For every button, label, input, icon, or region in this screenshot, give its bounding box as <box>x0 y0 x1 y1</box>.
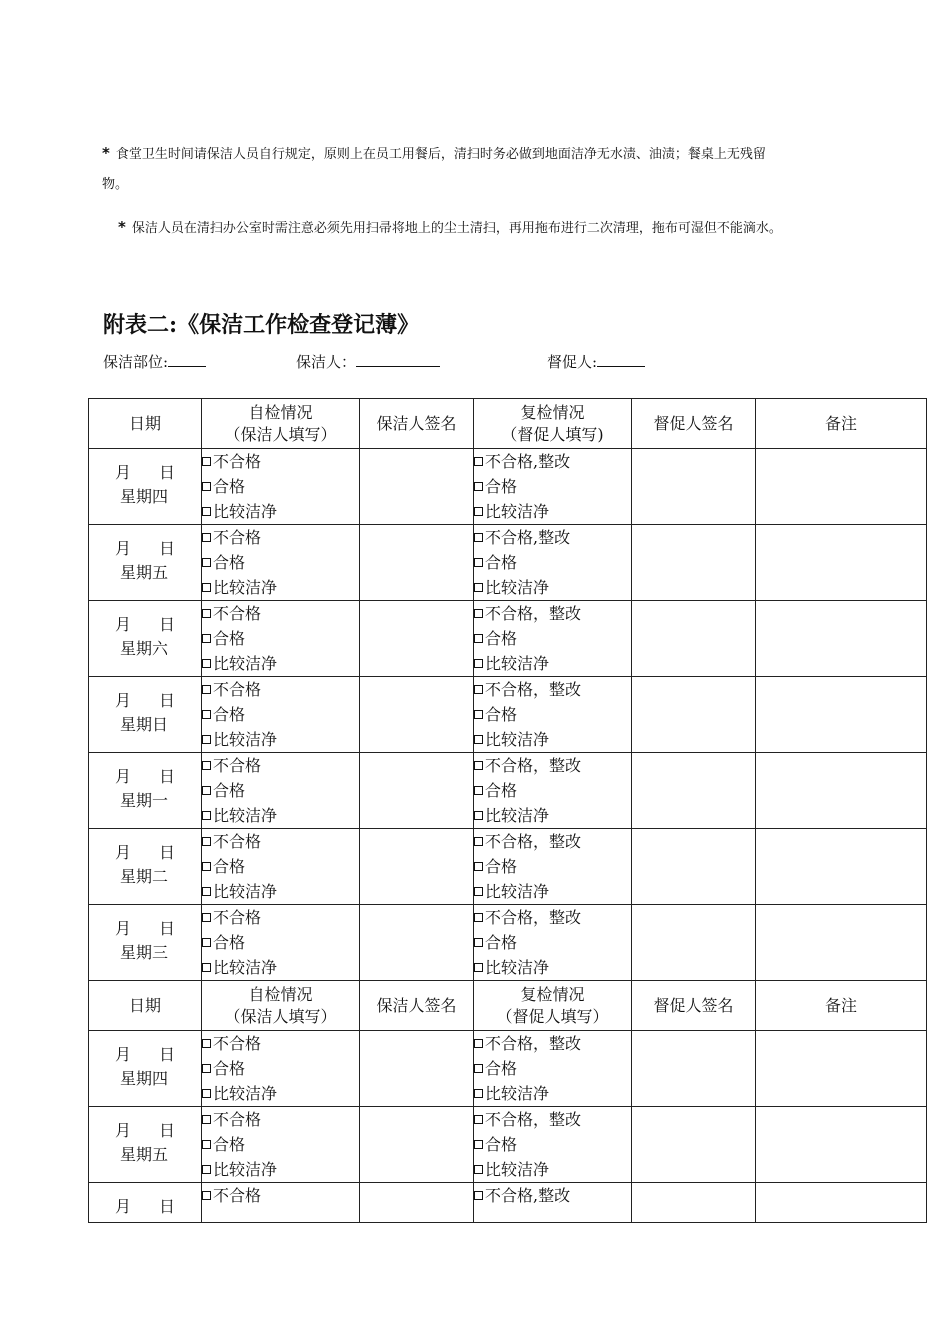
checkbox-icon[interactable] <box>474 761 483 770</box>
option-fail-rectify[interactable]: 不合格，整改 <box>474 829 631 854</box>
option-fail[interactable]: 不合格 <box>202 1183 359 1208</box>
option-clean[interactable]: 比较洁净 <box>474 499 631 524</box>
option-clean[interactable]: 比较洁净 <box>474 955 631 980</box>
table-row <box>89 1031 927 1107</box>
cleaner-sign-cell[interactable] <box>360 905 474 981</box>
note-office <box>118 212 878 244</box>
option-fail[interactable]: 不合格 <box>202 1107 359 1132</box>
checkbox-icon[interactable] <box>202 685 211 694</box>
recheck-cell <box>474 1107 632 1183</box>
checkbox-icon[interactable] <box>202 507 211 516</box>
checkbox-icon[interactable] <box>474 1165 483 1174</box>
checkbox-icon[interactable] <box>202 938 211 947</box>
weekday: 星期四 <box>120 487 169 506</box>
checkbox-icon[interactable] <box>474 609 483 618</box>
page-title: 附表二:《保洁工作检查登记薄》 <box>103 312 420 338</box>
checkbox-icon[interactable] <box>474 482 483 491</box>
option-fail-rectify[interactable]: 不合格，整改 <box>474 905 631 930</box>
date-cell: 月 日 星期一 <box>89 753 202 829</box>
option-pass[interactable]: 合格 <box>474 702 631 727</box>
header-date: 日期 <box>89 399 202 449</box>
self-check-cell <box>202 753 360 829</box>
supervisor-sign-cell[interactable] <box>632 1031 756 1107</box>
date-cell: 月 日 星期四 <box>89 1031 202 1107</box>
remarks-cell[interactable] <box>756 449 927 525</box>
checkbox-icon[interactable] <box>202 634 211 643</box>
note-text: 保洁人员在清扫办公室时需注意必须先用扫帚将地上的尘土清扫，再用拖布进行二次清理，拖布可湿但不能滴水。 <box>131 221 782 236</box>
option-fail-rectify[interactable]: 不合格，整改 <box>474 677 631 702</box>
supervisor-sign-cell[interactable] <box>632 1107 756 1183</box>
checkbox-icon[interactable] <box>474 811 483 820</box>
cleaner-sign-cell[interactable] <box>360 1183 474 1223</box>
cleaner-sign-cell[interactable] <box>360 601 474 677</box>
cleaner-sign-cell[interactable] <box>360 1107 474 1183</box>
supervisor-field <box>547 350 645 372</box>
option-pass[interactable]: 合格 <box>202 778 359 803</box>
self-check-cell <box>202 525 360 601</box>
note-cafeteria <box>102 138 862 200</box>
option-clean[interactable]: 比较洁净 <box>202 651 359 676</box>
table-row <box>89 905 927 981</box>
checkbox-icon[interactable] <box>474 786 483 795</box>
option-clean[interactable]: 比较洁净 <box>474 1157 631 1182</box>
checkbox-icon[interactable] <box>474 735 483 744</box>
option-fail[interactable]: 不合格 <box>202 1031 359 1056</box>
checkbox-icon[interactable] <box>474 457 483 466</box>
checkbox-icon[interactable] <box>202 1140 211 1149</box>
recheck-cell <box>474 601 632 677</box>
recheck-cell <box>474 677 632 753</box>
option-fail[interactable]: 不合格 <box>202 829 359 854</box>
remarks-cell[interactable] <box>756 525 927 601</box>
checkbox-icon[interactable] <box>202 533 211 542</box>
dept-input-line[interactable] <box>168 350 206 367</box>
supervisor-sign-cell[interactable] <box>632 753 756 829</box>
remarks-cell[interactable] <box>756 601 927 677</box>
checkbox-icon[interactable] <box>202 659 211 668</box>
option-clean[interactable]: 比较洁净 <box>474 803 631 828</box>
asterisk-icon: * <box>118 218 126 236</box>
checkbox-icon[interactable] <box>474 710 483 719</box>
checkbox-icon[interactable] <box>474 507 483 516</box>
header-recheck: 复检情况 （督促人填写） <box>474 981 632 1031</box>
supervisor-sign-cell[interactable] <box>632 905 756 981</box>
remarks-cell[interactable] <box>756 1031 927 1107</box>
self-check-cell <box>202 601 360 677</box>
table-row <box>89 449 927 525</box>
remarks-cell[interactable] <box>756 753 927 829</box>
table-header-row <box>89 981 927 1031</box>
date-cell: 月 日 星期六 <box>89 601 202 677</box>
cleaner-sign-cell[interactable] <box>360 449 474 525</box>
table-header-row <box>89 399 927 449</box>
option-clean[interactable]: 比较洁净 <box>202 1081 359 1106</box>
checkbox-icon[interactable] <box>202 862 211 871</box>
checkbox-icon[interactable] <box>202 837 211 846</box>
option-fail-rectify[interactable]: 不合格,整改 <box>474 1183 631 1208</box>
self-check-cell <box>202 449 360 525</box>
asterisk-icon: * <box>102 144 110 162</box>
option-pass[interactable]: 合格 <box>202 474 359 499</box>
checkbox-icon[interactable] <box>474 558 483 567</box>
weekday: 星期二 <box>120 867 169 886</box>
option-clean[interactable]: 比较洁净 <box>474 1081 631 1106</box>
checkbox-icon[interactable] <box>474 659 483 668</box>
checkbox-icon[interactable] <box>474 634 483 643</box>
table-row <box>89 753 927 829</box>
cleaner-sign-cell[interactable] <box>360 677 474 753</box>
checkbox-icon[interactable] <box>202 887 211 896</box>
supervisor-sign-cell[interactable] <box>632 525 756 601</box>
remarks-cell[interactable] <box>756 1183 927 1223</box>
option-pass[interactable]: 合格 <box>474 778 631 803</box>
option-clean[interactable]: 比较洁净 <box>474 575 631 600</box>
header-recheck: 复检情况 （督促人填写) <box>474 399 632 449</box>
checkbox-icon[interactable] <box>474 1064 483 1073</box>
option-pass[interactable]: 合格 <box>202 626 359 651</box>
note-text: 食堂卫生时间请保洁人员自行规定，原则上在员工用餐后，清扫时务必做到地面洁净无水渍、油渍；餐桌上无残留 <box>115 147 766 162</box>
option-pass[interactable]: 合格 <box>202 854 359 879</box>
checkbox-icon[interactable] <box>474 837 483 846</box>
option-fail[interactable]: 不合格 <box>202 525 359 550</box>
dept-field <box>103 350 206 372</box>
supervisor-sign-cell[interactable] <box>632 677 756 753</box>
checkbox-icon[interactable] <box>202 786 211 795</box>
weekday: 星期六 <box>120 639 169 658</box>
dept-label: 保洁部位: <box>103 353 169 371</box>
checkbox-icon[interactable] <box>202 761 211 770</box>
header-cleaner-sign: 保洁人签名 <box>360 399 474 449</box>
checkbox-icon[interactable] <box>474 1039 483 1048</box>
option-fail[interactable]: 不合格 <box>202 753 359 778</box>
cleaner-sign-cell[interactable] <box>360 1031 474 1107</box>
option-clean[interactable]: 比较洁净 <box>202 879 359 904</box>
cleaner-sign-cell[interactable] <box>360 829 474 905</box>
option-fail-rectify[interactable]: 不合格,整改 <box>474 449 631 474</box>
supervisor-sign-cell[interactable] <box>632 601 756 677</box>
option-pass[interactable]: 合格 <box>474 1056 631 1081</box>
option-fail-rectify[interactable]: 不合格，整改 <box>474 753 631 778</box>
cleaner-field <box>296 350 440 372</box>
self-check-cell <box>202 1107 360 1183</box>
weekday: 星期三 <box>120 943 169 962</box>
date-cell: 月 日 星期四 <box>89 449 202 525</box>
checkbox-icon[interactable] <box>474 583 483 592</box>
checkbox-icon[interactable] <box>474 1191 483 1200</box>
header-date: 日期 <box>89 981 202 1031</box>
option-fail-rectify[interactable]: 不合格，整改 <box>474 1031 631 1056</box>
remarks-cell[interactable] <box>756 829 927 905</box>
date-cell: 月 日 星期五 <box>89 525 202 601</box>
recheck-cell <box>474 829 632 905</box>
checkbox-icon[interactable] <box>202 1115 211 1124</box>
checkbox-icon[interactable] <box>202 609 211 618</box>
self-check-cell <box>202 829 360 905</box>
remarks-cell[interactable] <box>756 1107 927 1183</box>
checkbox-icon[interactable] <box>474 1115 483 1124</box>
table-row <box>89 525 927 601</box>
checkbox-icon[interactable] <box>474 938 483 947</box>
recheck-cell <box>474 1031 632 1107</box>
self-check-cell <box>202 905 360 981</box>
option-clean[interactable]: 比较洁净 <box>202 1157 359 1182</box>
date-cell: 月 日 星期三 <box>89 905 202 981</box>
self-check-cell <box>202 1183 360 1223</box>
option-clean[interactable]: 比较洁净 <box>202 499 359 524</box>
inspection-table <box>88 398 927 1223</box>
checkbox-icon[interactable] <box>202 482 211 491</box>
header-cleaner-sign: 保洁人签名 <box>360 981 474 1031</box>
option-pass[interactable]: 合格 <box>202 1132 359 1157</box>
checkbox-icon[interactable] <box>474 1089 483 1098</box>
checkbox-icon[interactable] <box>202 710 211 719</box>
cleaner-input-line[interactable] <box>356 350 440 367</box>
remarks-cell[interactable] <box>756 677 927 753</box>
supervisor-sign-cell[interactable] <box>632 449 756 525</box>
option-clean[interactable]: 比较洁净 <box>474 727 631 752</box>
option-fail[interactable]: 不合格 <box>202 905 359 930</box>
self-check-cell <box>202 677 360 753</box>
option-fail-rectify[interactable]: 不合格，整改 <box>474 1107 631 1132</box>
table-row <box>89 1107 927 1183</box>
recheck-cell <box>474 753 632 829</box>
date-cell: 月 日 星期五 <box>89 1107 202 1183</box>
option-pass[interactable]: 合格 <box>474 550 631 575</box>
header-remarks: 备注 <box>756 399 927 449</box>
checkbox-icon[interactable] <box>474 862 483 871</box>
option-pass[interactable]: 合格 <box>474 626 631 651</box>
checkbox-icon[interactable] <box>202 1089 211 1098</box>
option-fail[interactable]: 不合格 <box>202 449 359 474</box>
option-pass[interactable]: 合格 <box>474 474 631 499</box>
date-cell: 月 日 <box>89 1183 202 1223</box>
header-supervisor-sign: 督促人签名 <box>632 399 756 449</box>
supervisor-sign-cell[interactable] <box>632 1183 756 1223</box>
remarks-cell[interactable] <box>756 905 927 981</box>
cleaner-sign-cell[interactable] <box>360 753 474 829</box>
supervisor-label: 督促人: <box>547 353 598 371</box>
weekday: 星期日 <box>120 715 169 734</box>
option-pass[interactable]: 合格 <box>474 854 631 879</box>
checkbox-icon[interactable] <box>474 685 483 694</box>
table-row <box>89 829 927 905</box>
recheck-cell <box>474 905 632 981</box>
checkbox-icon[interactable] <box>474 1140 483 1149</box>
checkbox-icon[interactable] <box>202 457 211 466</box>
cleaner-label: 保洁人： <box>296 353 357 371</box>
checkbox-icon[interactable] <box>202 1191 211 1200</box>
checkbox-icon[interactable] <box>202 963 211 972</box>
checkbox-icon[interactable] <box>202 1039 211 1048</box>
checkbox-icon[interactable] <box>202 1165 211 1174</box>
form-fields <box>103 350 723 374</box>
option-fail-rectify[interactable]: 不合格，整改 <box>474 601 631 626</box>
checkbox-icon[interactable] <box>202 913 211 922</box>
supervisor-input-line[interactable] <box>597 350 645 367</box>
option-pass[interactable]: 合格 <box>474 930 631 955</box>
recheck-cell <box>474 449 632 525</box>
option-fail[interactable]: 不合格 <box>202 601 359 626</box>
recheck-cell <box>474 1183 632 1223</box>
option-pass[interactable]: 合格 <box>474 1132 631 1157</box>
table-row <box>89 677 927 753</box>
option-pass[interactable]: 合格 <box>202 702 359 727</box>
option-clean[interactable]: 比较洁净 <box>202 727 359 752</box>
header-self-check: 自检情况 （保洁人填写） <box>202 399 360 449</box>
option-pass[interactable]: 合格 <box>202 930 359 955</box>
date-cell: 月 日 星期二 <box>89 829 202 905</box>
option-pass[interactable]: 合格 <box>202 1056 359 1081</box>
cleaner-sign-cell[interactable] <box>360 525 474 601</box>
option-fail-rectify[interactable]: 不合格,整改 <box>474 525 631 550</box>
weekday: 星期五 <box>120 1145 169 1164</box>
checkbox-icon[interactable] <box>202 583 211 592</box>
checkbox-icon[interactable] <box>202 735 211 744</box>
option-pass[interactable]: 合格 <box>202 550 359 575</box>
note-text-continued: 物。 <box>102 177 129 192</box>
checkbox-icon[interactable] <box>202 811 211 820</box>
recheck-cell <box>474 525 632 601</box>
self-check-cell <box>202 1031 360 1107</box>
weekday: 星期四 <box>120 1069 169 1088</box>
checkbox-icon[interactable] <box>202 558 211 567</box>
weekday: 星期五 <box>120 563 169 582</box>
checkbox-icon[interactable] <box>474 963 483 972</box>
header-supervisor-sign: 督促人签名 <box>632 981 756 1031</box>
option-clean[interactable]: 比较洁净 <box>474 651 631 676</box>
option-clean[interactable]: 比较洁净 <box>202 955 359 980</box>
option-clean[interactable]: 比较洁净 <box>202 575 359 600</box>
option-clean[interactable]: 比较洁净 <box>474 879 631 904</box>
header-remarks: 备注 <box>756 981 927 1031</box>
table-row <box>89 1183 927 1223</box>
weekday: 星期一 <box>120 791 169 810</box>
supervisor-sign-cell[interactable] <box>632 829 756 905</box>
checkbox-icon[interactable] <box>202 1064 211 1073</box>
checkbox-icon[interactable] <box>474 913 483 922</box>
table-row <box>89 601 927 677</box>
option-fail[interactable]: 不合格 <box>202 677 359 702</box>
date-cell: 月 日 星期日 <box>89 677 202 753</box>
header-self-check: 自检情况 （保洁人填写） <box>202 981 360 1031</box>
checkbox-icon[interactable] <box>474 533 483 542</box>
option-clean[interactable]: 比较洁净 <box>202 803 359 828</box>
checkbox-icon[interactable] <box>474 887 483 896</box>
